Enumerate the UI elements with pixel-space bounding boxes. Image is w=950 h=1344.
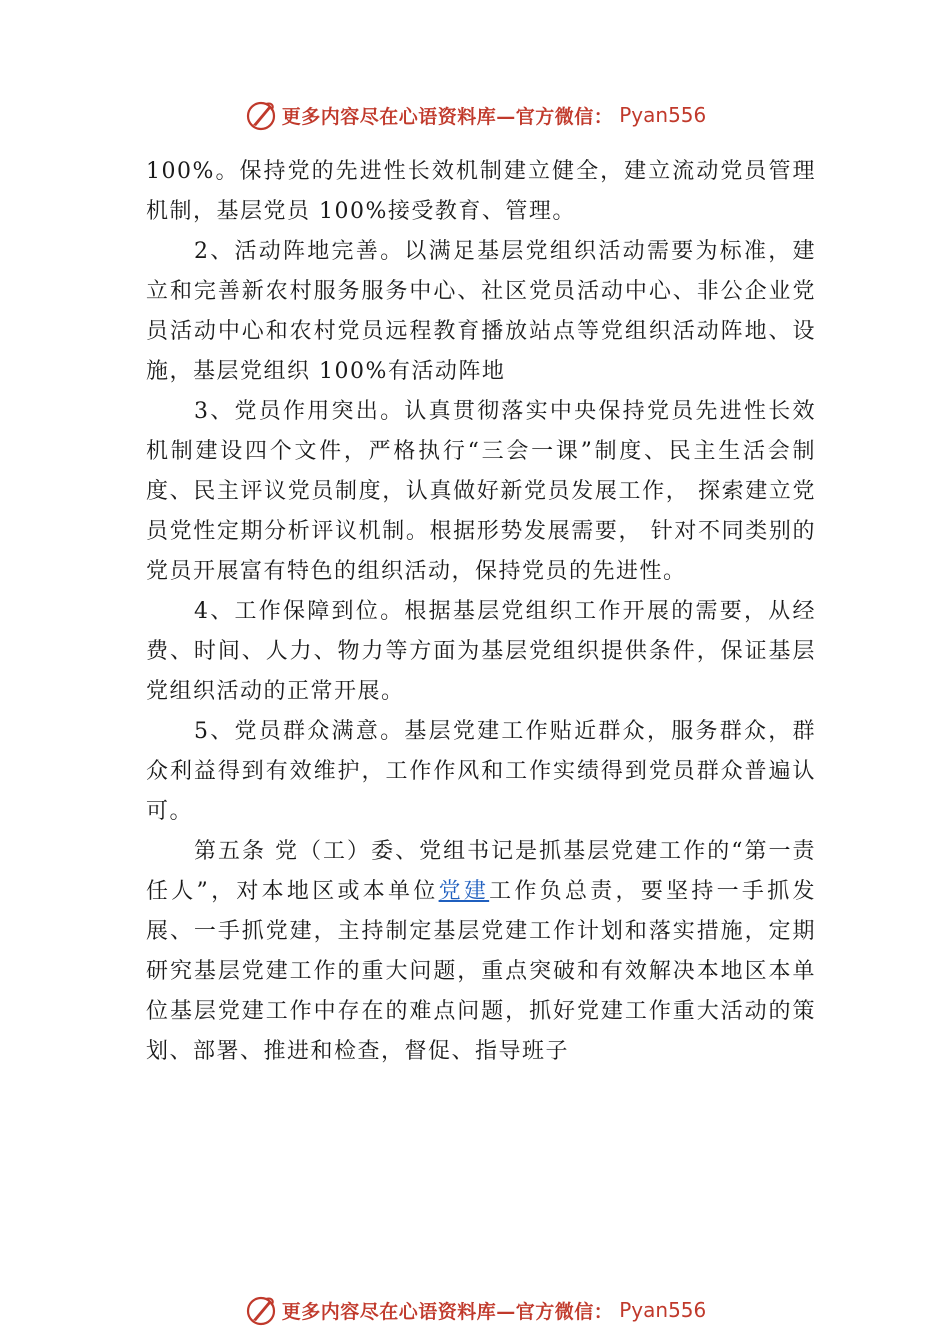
paragraph-6-part-2: 工作负总责，要坚持一手抓发展、一手抓党建，主持制定基层党建工作计划和落实措施，定期研究基层党建工作的重大问题，重点突破和有效解决本地区本单位基层党建工作中存在的难点问题，抓好党建工作重大活动的策划、部署、推进和检查，督促、指导班子: [146, 879, 816, 1064]
paragraph-6-part-1: 第五条 党（工）委、党组书记是抓基层党建工作的“第一责任人”，对本地区或本单位: [146, 839, 816, 904]
paragraph-1: 100%。保持党的先进性长效机制建立健全，建立流动党员管理机制，基层党员 100%接受教育、管理。: [146, 159, 816, 224]
document-body: [146, 152, 816, 1072]
header-banner: [0, 95, 950, 135]
footer-banner-text: 更多内容尽在心语资料库—官方微信：: [281, 1300, 614, 1323]
quill-logo-icon: [244, 1293, 278, 1327]
header-wechat-id: Pyan556: [619, 103, 707, 127]
paragraph-3: 3、党员作用突出。认真贯彻落实中央保持党员先进性长效机制建设四个文件，严格执行“三会一课”制度、民主生活会制度、民主评议党员制度，认真做好新党员发展工作， 探索建立党员党性定期分析评议机制。根据形势发展需要， 针对不同类别的党员开展富有特色的组织活动，保持党员的先进性。: [146, 399, 816, 584]
paragraph-4: 4、工作保障到位。根据基层党组织工作开展的需要，从经费、时间、人力、物力等方面为基层党组织提供条件，保证基层党组织活动的正常开展。: [146, 599, 816, 704]
paragraph-6: [146, 832, 816, 1072]
header-banner-text: 更多内容尽在心语资料库—官方微信：: [281, 105, 614, 128]
footer-banner: [0, 1290, 950, 1330]
paragraph-2: 2、活动阵地完善。以满足基层党组织活动需要为标准，建立和完善新农村服务服务中心、社区党员活动中心、非公企业党员活动中心和农村党员远程教育播放站点等党组织活动阵地、设施，基层党组织 100%有活动阵地: [146, 239, 816, 384]
paragraph-5: 5、党员群众满意。基层党建工作贴近群众，服务群众，群众利益得到有效维护，工作作风和工作实绩得到党员群众普遍认可。: [146, 719, 816, 824]
party-building-link[interactable]: 党建: [438, 879, 490, 904]
quill-logo-icon: [244, 98, 278, 132]
footer-wechat-id: Pyan556: [619, 1298, 707, 1322]
